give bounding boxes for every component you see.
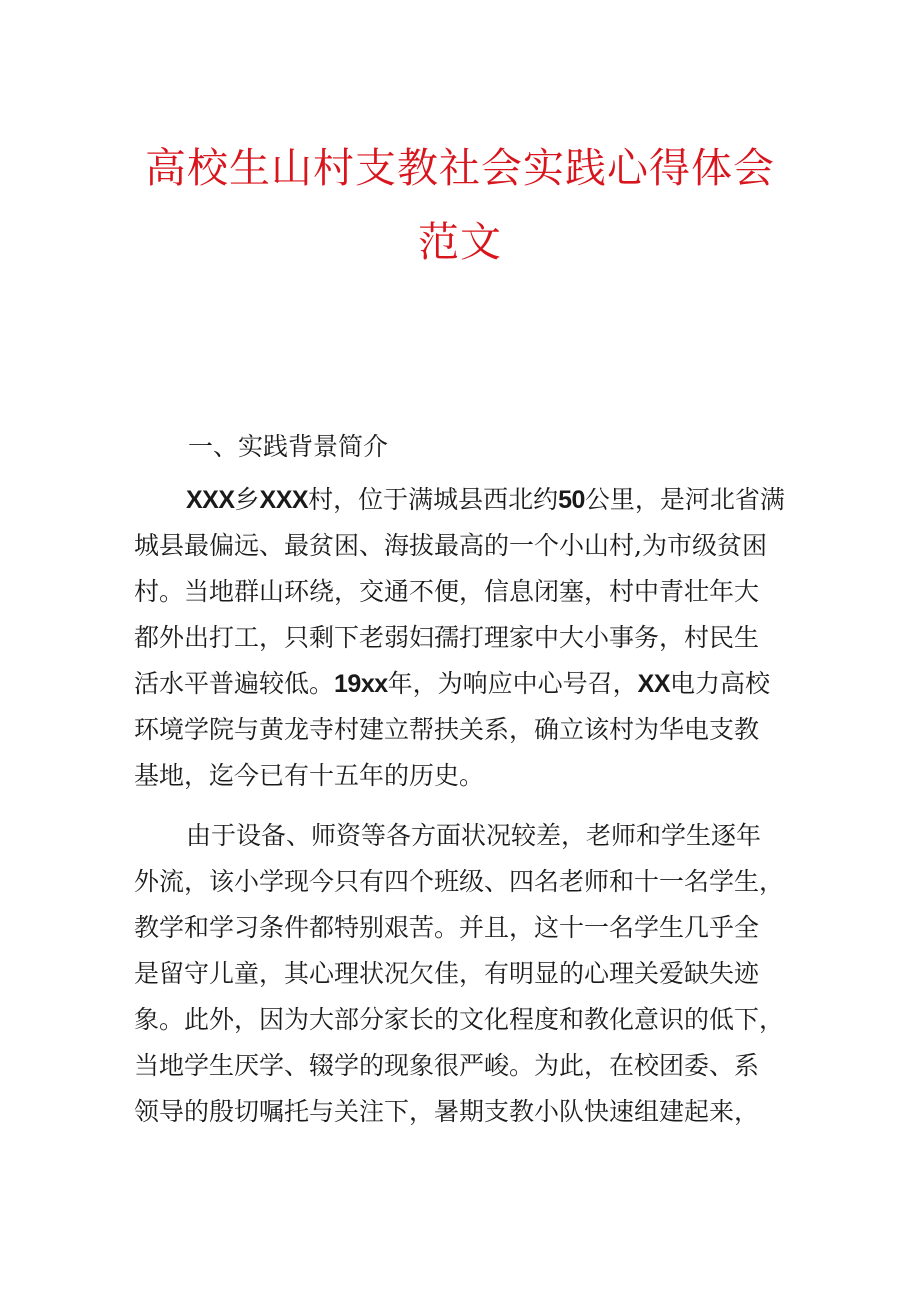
paragraph-2-line-7: 领导的殷切嘱托与关注下，暑期支教小队快速组建起来， [134, 1097, 760, 1126]
text-run: XXX [186, 486, 235, 514]
paragraph-1 [134, 477, 794, 799]
text-run: 电力高校 [670, 669, 771, 698]
paragraph-1-line-5 [134, 661, 794, 707]
document-title-line-2: 范文 [418, 218, 502, 266]
paragraph-1-line-7: 基地，迄今已有十五年的历史。 [134, 761, 485, 790]
paragraph-1-line-2: 城县最偏远、最贫困、海拔最高的一个小山村,为市级贫困 [134, 531, 767, 560]
text-run: XXX [259, 486, 309, 514]
paragraph-1-line-4: 都外出打工，只剩下老弱妇孺打理家中大小事务，村民生 [134, 623, 760, 652]
paragraph-1-line-3: 村。当地群山环绕，交通不便，信息闭塞，村中青壮年大 [134, 577, 760, 606]
paragraph-2-line-1: 由于设备、师资等各方面状况较差，老师和学生逐年 [186, 821, 762, 850]
paragraph-2-line-6: 当地学生厌学、辍学的现象很严峻。为此，在校团委、系 [134, 1051, 760, 1080]
paragraph-1-line-6: 环境学院与黄龙寺村建立帮扶关系，确立该村为华电支教 [134, 715, 760, 744]
text-run: 50 [558, 486, 585, 514]
text-run: 年，为响应中心号召， [387, 669, 638, 698]
paragraph-2-line-5: 象。此外，因为大部分家长的文化程度和教化意识的低下， [134, 1005, 785, 1034]
paragraph-1-line-1 [134, 477, 794, 523]
paragraph-2-line-2: 外流，该小学现今只有四个班级、四名老师和十一名学生， [134, 867, 785, 896]
text-run: 活水平普遍较低。 [134, 669, 335, 698]
text-run: 村，位于满城县西北约 [308, 485, 559, 514]
text-run: 乡 [234, 485, 260, 514]
document-title-line-1: 高校生山村支教社会实践心得体会 [145, 144, 775, 192]
paragraph-2-line-3: 教学和学习条件都特别艰苦。并且，这十一名学生几乎全 [134, 913, 760, 942]
paragraph-2 [134, 813, 794, 1135]
text-run: 公里，是河北省满 [584, 485, 785, 514]
text-run: XX [637, 670, 671, 698]
text-run: 19xx [334, 670, 388, 698]
paragraph-2-line-4: 是留守儿童，其心理状况欠佳，有明显的心理关爱缺失迹 [134, 959, 760, 988]
section-heading: 一、实践背景简介 [188, 432, 389, 461]
